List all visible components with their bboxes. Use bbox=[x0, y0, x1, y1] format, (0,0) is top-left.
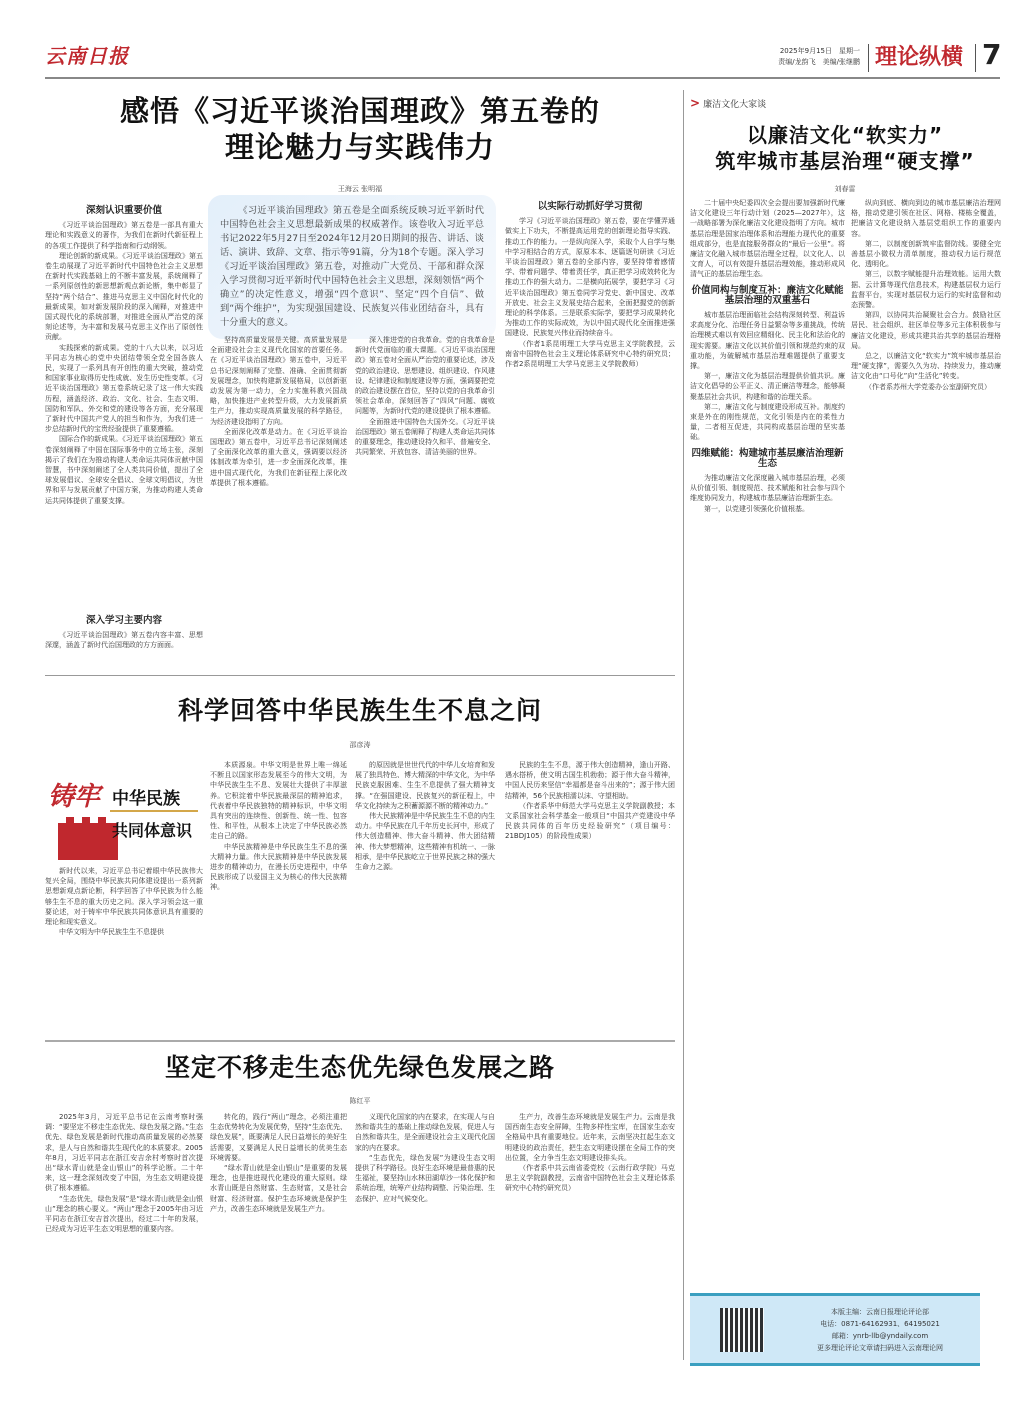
title-line: 以廉洁文化“软实力” bbox=[746, 123, 944, 147]
paragraph: 中华文明为中华民族生生不息提供 bbox=[59, 928, 164, 937]
article3-col1 bbox=[45, 1112, 203, 1370]
paragraph: 国际合作的新成果。《习近平谈治国理政》第五卷深刻阐释了中国在国际事务中的立场主张，深刻揭示了我们在为推动构建人类命运共同体贡献中国智慧，书中深刻阐述了全人类共同价值，提出了全球发展倡议、全球安全倡议、全球文明倡议，为世界和平与发展贡献了中国方案，为推动构建人类命运共同体提供了重要支撑。 bbox=[45, 435, 203, 505]
article1-col2 bbox=[210, 335, 347, 670]
divider bbox=[975, 44, 976, 72]
paragraph: 民族的生生不息，源于伟大创造精神，逢山开路、遇水搭桥，使文明古国生机勃勃；源于伟大奋斗精神，中国人民历来坚信“幸福都是奋斗出来的”；源于伟大团结精神，56个民族相濡以沫、守望相助。 bbox=[505, 761, 675, 800]
paragraph: 《习近平谈治国理政》第五卷内容丰富、思想深邃，涵盖了新时代治国理政的方方面面。 bbox=[45, 631, 203, 650]
page-number: 7 bbox=[982, 38, 1002, 71]
paragraph: 第二，以制度创新筑牢监督防线。要健全完善基层小微权力清单制度，推动权力运行规范化、透明化。 bbox=[851, 239, 1001, 269]
header-meta bbox=[760, 46, 860, 68]
kicker-label: 廉洁文化大家谈 bbox=[703, 100, 767, 110]
article1-col3 bbox=[355, 335, 495, 670]
column-divider bbox=[683, 90, 684, 1360]
email-link[interactable]: 邮箱：ynrb-llb@yndaily.com bbox=[831, 1332, 929, 1340]
right-col1 bbox=[690, 198, 845, 1288]
paragraph: 生产力，改善生态环境就是发展生产力。云南是我国西南生态安全屏障，生物多样性宝库，在国家生态安全格局中具有重要地位。近年来，云南坚决扛起生态文明建设的政治责任，把生态文明建设摆在全局工作的突出位置，全力争当生态文明建设排头兵。 bbox=[505, 1113, 675, 1162]
paragraph: 城市基层治理面临社会结构深刻转型、利益诉求高度分化、治理任务日益繁杂等多重挑战，传统治理模式难以有效回应精细化、民主化和法治化的现实需要。廉洁文化以其价值引领和规范约束的双重功能，为破解城市基层治理难题提供了重要支撑。 bbox=[690, 311, 845, 371]
more-info: 更多理论评论文章请扫码进入云南理论网 bbox=[817, 1344, 943, 1352]
article3-title[interactable]: 坚定不移走生态优先绿色发展之路 bbox=[164, 1053, 555, 1082]
article2-col4 bbox=[505, 760, 675, 1032]
paragraph: 第一，廉洁文化为基层治理提供价值共识。廉洁文化倡导的公平正义、清正廉洁等理念，能够凝聚基层社会共识，构建和谐的治理关系。 bbox=[690, 372, 845, 401]
right-col2 bbox=[851, 198, 1001, 1288]
logo-text: 铸牢 bbox=[48, 782, 101, 812]
author-note: （作者1系昆明理工大学马克思主义学院教授，云南省中国特色社会主义理论体系研究中心特约研究员；作者2系昆明理工大学马克思主义学院教师） bbox=[505, 339, 675, 369]
paragraph: “绿水青山就是金山银山”是重要的发展理念，也是推进现代化建设的重大原则。绿水青山既是自然财富、生态财富，又是社会财富、经济财富。保护生态环境就是保护生产力，改善生态环境就是发展生产力。 bbox=[210, 1164, 347, 1213]
paragraph: 深入推进党的自我革命。党的自我革命是新时代党面临的重大课题。《习近平谈治国理政》第五卷对全面从严治党的重要论述，涉及党的政治建设、思想建设、组织建设、作风建设、纪律建设和制度建设等方面，强调要把党的政治建设摆在首位，坚持以党的自我革命引领社会革命，深刻回答了“四风”问题、腐败问题等，为新时代党的建设提供了根本遵循。 bbox=[355, 336, 495, 416]
editors: 责编/龙韵飞 美编/张继鹏 bbox=[778, 58, 860, 66]
divider bbox=[45, 675, 675, 676]
paragraph: 第二，廉洁文化与制度建设形成互补。制度约束是外在的刚性规范，文化引领是内在的柔性力量，二者相互促进，共同构成基层治理的坚实基础。 bbox=[690, 402, 845, 442]
paragraph: 转化的，践行“两山”理念，必须注重把生态优势转化为发展优势，坚持“生态优先、绿色发展”，既要满足人民日益增长的美好生活需要，又要满足人民日益增长的优美生态环境需要。 bbox=[210, 1113, 347, 1162]
phone-info: 电话：0871-64162931、64195021 bbox=[820, 1320, 940, 1328]
article2-col3 bbox=[355, 760, 495, 1032]
paragraph: 《习近平谈治国理政》第五卷是一部具有重大理论和实践意义的著作，为我们在新时代新征程上的各项工作提供了科学指南和行动纲领。 bbox=[45, 221, 203, 250]
article1-col1 bbox=[45, 200, 203, 610]
paragraph: 新时代以来，习近平总书记着眼中华民族伟大复兴全局，围绕中华民族共同体建设提出一系列新思想新观点新论断，科学回答了中华民族为什么能够生生不息的重大历史之问。深入学习领会这一重要论述，对于铸牢中华民族共同体意识具有重要的理论和现实意义。 bbox=[45, 867, 203, 927]
byline: 王海云 张明福 bbox=[337, 185, 383, 193]
paragraph: 理论创新的新成果。《习近平谈治国理政》第五卷生动展现了习近平新时代中国特色社会主义思想在新时代实践基础上的不断丰富发展，系统阐释了一系列原创性的新思想新观点新论断，集中彰显了坚持“两个结合”、推进马克思主义中国化时代化的最新成果，如对新发展阶段的深入阐释，对推进中国式现代化的系统部署，对推进全面从严治党的深刻论述等，为丰富和发展马克思主义作出了原创性贡献。 bbox=[45, 251, 203, 342]
article3-col4 bbox=[505, 1112, 675, 1370]
title-line: 感悟《习近平谈治国理政》第五卷的 bbox=[119, 94, 600, 128]
title-line: 筑牢城市基层治理“硬支撑” bbox=[715, 149, 975, 173]
article3-col3 bbox=[355, 1112, 495, 1370]
subheading: 四维赋能：构建城市基层廉洁治理新生态 bbox=[691, 447, 844, 469]
paragraph: 全面推进中国特色大国外交。《习近平谈治国理政》第五卷阐释了构建人类命运共同体的重要理念，推动建设持久和平、普遍安全、共同繁荣、开放包容、清洁美丽的世界。 bbox=[355, 417, 495, 457]
paragraph: “生态优先，绿色发展”为建设生态文明提供了科学路径。良好生态环境是最普惠的民生福祉，要坚持山水林田湖草沙一体化保护和系统治理，统筹产业结构调整、污染治理、生态保护、应对气候变化。 bbox=[355, 1153, 495, 1203]
byline: 邵彦涛 bbox=[349, 741, 371, 749]
issue-date: 2025年9月15日 星期一 bbox=[779, 47, 860, 55]
author-note: （作者系苏州大学党委办公室副研究员） bbox=[865, 382, 991, 391]
article2-title[interactable]: 科学回答中华民族生生不息之问 bbox=[177, 696, 542, 725]
editorial-info-box bbox=[690, 1293, 980, 1366]
divider bbox=[45, 1040, 675, 1042]
pull-quote: 《习近平谈治国理政》第五卷是全面系统反映习近平新时代中国特色社会主义思想最新成果的权威著作。该卷收入习近平总书记2022年5月27日至2024年12月20日期间的报告、讲话、谈话、演讲、致辞、文章、指示等91篇，分为18个专题。深入学习《习近平谈治国理政》第五卷，对推动广大党员、干部和群众深入学习贯彻习近平新时代中国特色社会主义思想，深刻领悟“两个确立”的决定性意义，增强“四个意识”、坚定“四个自信”、做到“两个维护”，为实现强国建设、民族复兴伟业团结奋斗，具有十分重大的意义。 bbox=[208, 195, 496, 339]
editor-info: 本版主编：云南日报理论评论部 bbox=[831, 1308, 929, 1316]
paragraph: 的原因就是世世代代的中华儿女培育和发展了独具特色、博大精深的中华文化，为中华民族克服困难、生生不息提供了强大精神支撑。“在强国建设、民族复兴的新征程上，中华文化持续为之积蓄源源不断的精神动力。” bbox=[355, 761, 495, 810]
paragraph: （作者系中共云南省委党校（云南行政学院）马克思主义学院副教授，云南省中国特色社会主义理论体系研究中心特约研究员） bbox=[505, 1164, 675, 1193]
title-line: 理论魅力与实践伟力 bbox=[224, 130, 495, 164]
paragraph: 二十届中央纪委四次全会提出要加强新时代廉洁文化建设三年行动计划（2025—2027年），这一战略部署为深化廉洁文化建设指明了方向。城市基层治理是国家治理体系和治理能力现代化的重要组成部分，也是直接服务群众的“最后一公里”。将廉洁文化融入城市基层治理全过程，以文化人、以文育人，可以有效提升基层治理效能，推动形成风清气正的基层治理生态。 bbox=[690, 199, 845, 279]
paragraph: 义现代化国家的内在要求，在实现人与自然和谐共生的基础上推动绿色发展，促进人与自然和谐共生，是全面建设社会主义现代化国家的内在要求。 bbox=[355, 1113, 495, 1152]
paragraph: 第三，以数字赋能提升治理效能。运用大数据、云计算等现代信息技术，构建基层权力运行监督平台，实现对基层权力运行的实时监督和动态预警。 bbox=[851, 270, 1001, 310]
article3-col2 bbox=[210, 1112, 347, 1370]
subheading: 深入学习主要内容 bbox=[85, 615, 162, 626]
paragraph: “生态优先，绿色发展”是“绿水青山就是金山银山”理念的核心要义。“两山”理念于2005年由习近平同志在浙江安吉首次提出，经过二十年的发展，已经成为习近平生态文明思想的重要内容。 bbox=[45, 1194, 203, 1234]
divider bbox=[868, 44, 869, 72]
paragraph: 全面深化改革是动力。在《习近平谈治国理政》第五卷中，习近平总书记深刻阐述了全面深化改革的重大意义，强调要以经济体制改革为牵引，进一步全面深化改革，推进中国式现代化，为我们在新征程上深化改革提供了根本遵循。 bbox=[210, 427, 347, 487]
byline: 刘春雷 bbox=[834, 185, 856, 193]
qr-code-icon[interactable] bbox=[720, 1308, 764, 1352]
paragraph: 坚持高质量发展是关键。高质量发展是全面建设社会主义现代化国家的首要任务。在《习近平谈治国理政》第五卷中，习近平总书记深刻阐释了完整、准确、全面贯彻新发展理念，加快构建新发展格局，以创新驱动发展为第一动力，全力实施科教兴国战略，加快推进产业转型升级，大力发展新质生产力，推动实现高质量发展的科学路径，为经济建设指明了方向。 bbox=[210, 336, 347, 426]
paragraph: 实践探索的新成果。党的十八大以来，以习近平同志为核心的党中央团结带领全党全国各族人民，实现了一系列具有开创性的重大突破，推动党和国家事业取得历史性成就、发生历史性变革。《习近平谈治国理政》第五卷系统记录了这一伟大实践历程，涵盖经济、政治、文化、社会、生态文明、国防和军队、外交和党的建设等各方面，充分展现了新时代中国共产党人的担当和作为，为我们进一步总结新时代的宝贵经验提供了重要遵循。 bbox=[45, 343, 203, 434]
paragraph: 伟大民族精神是中华民族生生不息的内生动力。中华民族在几千年历史长河中，形成了伟大创造精神、伟大奋斗精神、伟大团结精神、伟大梦想精神，这些精神有机统一、一脉相承，是中华民族屹立于世界民族之林的强大生命力之源。 bbox=[355, 812, 495, 872]
article2-col2 bbox=[210, 760, 347, 1032]
subheading: 以实际行动抓好学习贯彻 bbox=[537, 201, 643, 212]
article2-col1 bbox=[45, 866, 203, 1032]
masthead-logo: 云南日报 bbox=[45, 44, 129, 68]
paragraph: 2025年3月，习近平总书记在云南考察时强调：“要坚定不移走生态优先、绿色发展之路。”生态优先、绿色发展是新时代推动高质量发展的必然要求，是人与自然和谐共生现代化的本质要求。2005年8月，习近平同志在浙江安吉余村考察时首次提出“绿水青山就是金山银山”的科学论断。二十年来，这一理念深刻改变了中国，为生态文明建设提供了根本遵循。 bbox=[45, 1113, 203, 1193]
column-kicker bbox=[690, 96, 766, 110]
subheading: 价值同构与制度互补：廉洁文化赋能基层治理的双重基石 bbox=[691, 284, 844, 306]
paragraph: 中华民族精神是中华民族生生不息的强大精神力量。伟大民族精神是中华民族发展进步的精神动力，在漫长历史进程中，中华民族形成了以爱国主义为核心的伟大民族精神。 bbox=[210, 842, 347, 892]
chevron-right-icon: > bbox=[690, 96, 701, 110]
article1-title[interactable] bbox=[45, 93, 675, 165]
right-article-title[interactable] bbox=[690, 122, 1000, 174]
logo-text: 中华民族 bbox=[112, 789, 180, 809]
paragraph: 本质源泉。中华文明是世界上唯一绵延不断且以国家形态发展至今的伟大文明，为中华民族生生不息、发展壮大提供了丰厚滋养。它积淀着中华民族最深层的精神追求，代表着中华民族独特的精神标识，中华文明具有突出的连续性、创新性、统一性、包容性、和平性，从根本上决定了中华民族必然走自己的路。 bbox=[210, 761, 347, 841]
subheading: 深刻认识重要价值 bbox=[85, 205, 162, 216]
byline: 陈红平 bbox=[349, 1097, 371, 1105]
article1-col1b bbox=[45, 610, 203, 670]
paragraph: 第四，以协同共治凝聚社会合力。鼓励社区居民、社会组织、驻区单位等多元主体积极参与廉洁文化建设，形成共建共治共享的基层治理格局。 bbox=[851, 311, 1001, 350]
paragraph: 学习《习近平谈治国理政》第五卷，要在学懂弄通做实上下功夫，不断提高运用党的创新理论指导实践、推动工作的能力。一是纵向深入学，采取个人自学与集中学习相结合的方式，原原本本、逐篇逐句研读《习近平谈治国理政》第五卷的全部内容，要坚持带着感情学、带着问题学、带着责任学，真正把学习成效转化为推动工作的强大动力。二是横向拓展学，要把学习《习近平谈治国理政》第五卷同学习党史、新中国史、改革开放史、社会主义发展史结合起来，全面把握党的创新理论的科学体系。三是联系实际学，要把学习成果转化为推动工作的实际成效，为以中国式现代化全面推进强国建设、民族复兴伟业而持续奋斗。 bbox=[505, 217, 675, 338]
section-title: 理论纵横 bbox=[875, 45, 964, 70]
paragraph: 纵向到底、横向到边的城市基层廉洁治理网格，推动党建引领在社区、网格、楼栋全覆盖，把廉洁文化建设纳入基层党组织工作的重要内容。 bbox=[851, 199, 1001, 238]
article1-col4 bbox=[505, 196, 675, 670]
paragraph: 为推动廉洁文化深度融入城市基层治理，必须从价值引领、制度规范、技术赋能和社会参与四个维度协同发力，构建城市基层廉洁治理新生态。 bbox=[690, 474, 845, 503]
logo-text: 共同体意识 bbox=[112, 821, 193, 840]
column-logo bbox=[48, 768, 203, 860]
paragraph: 第一，以党建引领强化价值根基。 bbox=[704, 504, 809, 513]
header-rule bbox=[45, 77, 1000, 79]
paragraph: 总之，以廉洁文化“软实力”筑牢城市基层治理“硬支撑”，需要久久为功、持续发力，推动廉洁文化由“口号化”向“生活化”转变。 bbox=[851, 352, 1001, 381]
paragraph: （作者系华中师范大学马克思主义学院副教授；本文系国家社会科学基金一般项目“中国共产党建设中华民族共同体的百年历史经验研究”（项目编号：21BDJ105）的阶段性成果） bbox=[505, 801, 675, 841]
